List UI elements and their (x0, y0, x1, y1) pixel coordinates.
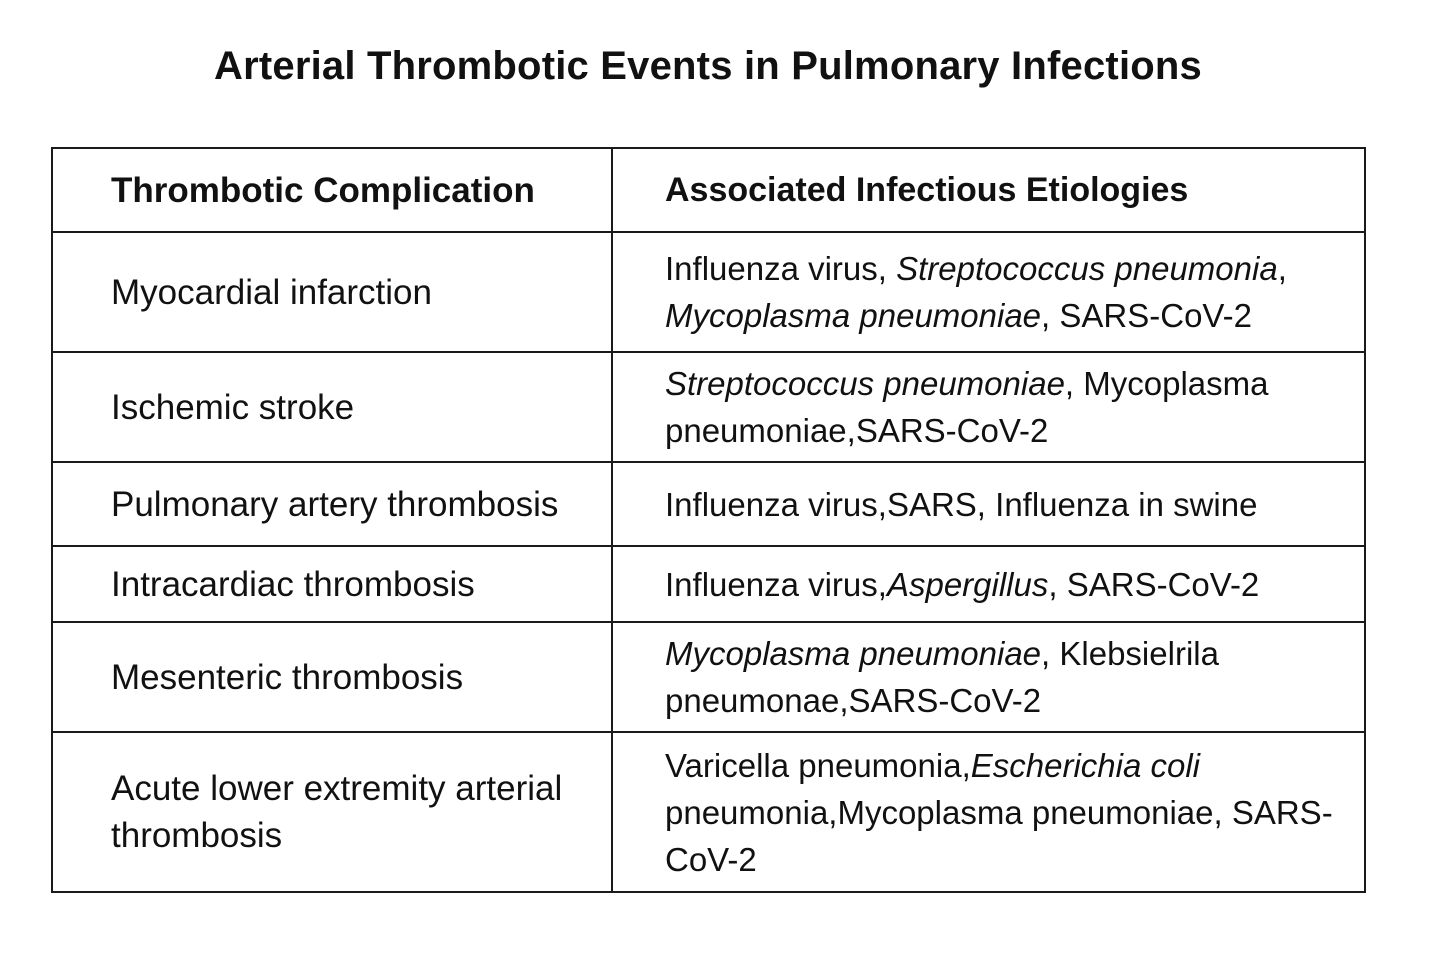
organism-name: Escherichia coli (970, 746, 1200, 784)
table-row (52, 352, 1365, 462)
etiologies-cell (612, 462, 1365, 546)
organism-name: Mycoplasma pneumoniae (665, 635, 1042, 672)
etiology-text: , SARS-CoV-2 (1048, 565, 1260, 603)
complication-cell: Ischemic stroke (52, 352, 612, 462)
table-header-row (52, 148, 1365, 232)
etiologies-cell (612, 732, 1365, 892)
etiology-text: , SARS-CoV-2 (1041, 297, 1252, 334)
organism-name: Aspergillus (886, 565, 1049, 603)
etiologies-cell (612, 232, 1365, 352)
table-row (52, 732, 1365, 892)
organism-name: Streptococcus pneumonia (896, 250, 1278, 287)
complication-cell: Pulmonary artery thrombosis (52, 462, 612, 546)
header-etiologies: Associated Infectious Etiologies (612, 148, 1365, 232)
table-row (52, 462, 1365, 546)
etiology-text: pneumonia,Mycoplasma pneumoniae, SARS-CoV-2 (665, 793, 1333, 878)
etiology-text: Influenza virus, (665, 250, 897, 287)
table-row (52, 546, 1365, 622)
complication-cell: Mesenteric thrombosis (52, 622, 612, 732)
complications-table (51, 147, 1366, 893)
etiology-text: , Klebsielrila pneumonae,SARS-CoV-2 (665, 635, 1219, 719)
table-row (52, 622, 1365, 732)
table-row (52, 232, 1365, 352)
complication-cell: Acute lower extremity arterial thrombosis (52, 732, 612, 892)
etiologies-cell (612, 546, 1365, 622)
organism-name: Streptococcus pneumoniae (665, 365, 1065, 402)
etiology-text: Influenza virus,SARS, Influenza in swine (665, 485, 1258, 523)
etiologies-cell (612, 352, 1365, 462)
etiologies-cell (612, 622, 1365, 732)
complication-cell: Intracardiac thrombosis (52, 546, 612, 622)
complication-cell: Myocardial infarction (52, 232, 612, 352)
document-title: Arterial Thrombotic Events in Pulmonary Infections (214, 44, 1202, 88)
organism-name: Mycoplasma pneumoniae (665, 297, 1042, 334)
etiology-text: , Mycoplasma pneumoniae,SARS-CoV-2 (665, 365, 1269, 449)
etiology-text: Varicella pneumonia, (665, 746, 971, 784)
header-complication: Thrombotic Complication (52, 148, 612, 232)
etiology-text: , (1277, 250, 1287, 287)
etiology-text: Influenza virus, (665, 565, 887, 603)
